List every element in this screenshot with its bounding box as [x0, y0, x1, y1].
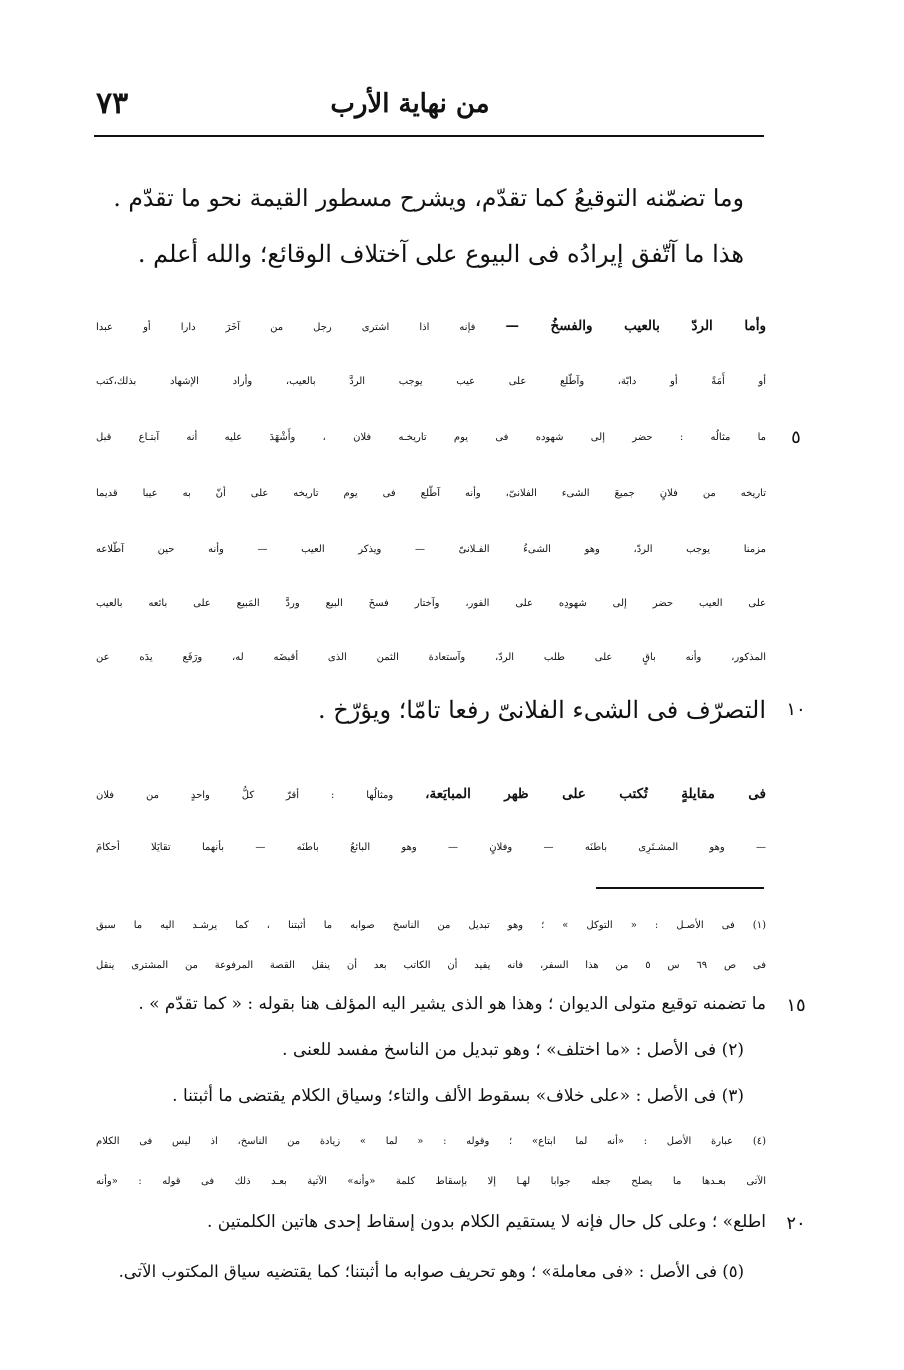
section1-line-1	[96, 306, 766, 348]
footnote-4-line-1: (٤) عبارة الأصل : «أنه لما ابتاع» ؛ وقوله : « لما » زيادة من الناسخ، اذ ليس فى الكلام	[96, 1136, 766, 1147]
footnote-2: (٢) فى الأصل : «ما اختلف» ؛ وهو تبديل من الناسخ مفسد للعنى .	[282, 1040, 744, 1060]
section2-line-1	[96, 774, 766, 816]
margin-line-number-10: ١٠	[786, 699, 806, 720]
footnote-rule	[596, 887, 764, 889]
margin-line-number-5: ٥	[791, 427, 801, 448]
footnote-1-line-3: ما تضمنه توقيع متولى الديوان ؛ وهذا هو الذى يشير اليه المؤلف هنا بقوله : « كما تقدّم » .	[138, 994, 766, 1014]
page-number: ٧٣	[96, 86, 129, 121]
footnote-4-line-2: الآتى بعـدها ما يصلح جعله جوابا لهـا إلا بإسقاط كلمة «وأنه» الآتية بعـد ذلك فى قوله : «وأنه	[96, 1176, 766, 1187]
running-title: من نهاية الأرب	[330, 89, 490, 119]
section1-line-5: مزمنا يوجب الردّ، وهو الشىءُ الفـلانىّ — ويذكر العيب — وأنه حين آطّلاعه	[96, 544, 766, 555]
footnote-3: (٣) فى الأصل : «على خلاف» بسقوط الألف والتاء؛ وسياق الكلام يقتضى ما أثبتنا .	[172, 1086, 744, 1106]
section1-heading: وأما الردّ بالعيب والفسخُ —	[505, 318, 766, 334]
section1-line-1-text: فإنه اذا اشترى رجل من آخَرَ دارا أو عبدا	[96, 322, 476, 333]
section2-line-2: — وهو المشـتَرِى باطنَه — وفلانٍ — وهو البائعُ باطنَه — بأنهما تقايَلا أحكامَ	[96, 842, 766, 853]
margin-line-number-20: ٢٠	[786, 1213, 806, 1234]
section1-line-6: على العيب حضر إلى شهودِه على الفور، وآختار فسخَ البيع وردَّ المَبيع على بائعه بالعيب	[96, 598, 766, 609]
margin-line-number-15: ١٥	[786, 995, 806, 1016]
intro-line-1: وما تضمّنه التوقيعُ كما تقدّم، ويشرح مسطور القيمة نحو ما تقدّم .	[113, 184, 744, 212]
footnote-1-line-2: فى ص ٦٩ س ٥ من هذا السفر، فانه يفيد أن الكاتب بعد أن ينقل القصة المرفوعة من المشترى ينقل	[96, 960, 766, 971]
section2-line-1-text: ومثالُها : أقرّ كلُّ واحدٍ من فلان	[96, 790, 394, 801]
footnote-4-line-3: اطلع» ؛ وعلى كل حال فإنه لا يستقيم الكلام بدون إسقاط إحدى هاتين الكلمتين .	[207, 1212, 766, 1232]
section1-line-2: أو أَمَةً أو دابّة، وآطّلع على عيب يوجب الردَّ بالعيب، وأراد الإشهاد بذلك،كتب	[96, 376, 766, 387]
section1-line-4: تاريخه من فلانٍ جميعَ الشىء الفلانىّ، وأنه آطّلع فى يوم تاريخه على أنّ به عيبا قديما	[96, 488, 766, 499]
intro-line-2: هذا ما آتّفق إيرادُه فى البيوع على آختلاف الوقائع؛ والله أعلم .	[137, 240, 744, 268]
section1-line-3: ما مثالُه : حضر إلى شهوده فى يوم تاريخـه فلان ، وأَشْهَدَ عليه أنه آبتـاع قبل	[96, 432, 766, 443]
footnote-1-line-1: (١) فى الأصـل : « التوكل » ؛ وهو تبديل من الناسخ صوابه ما أثبتنا ، كما يرشـد اليه ما سبق	[96, 920, 766, 931]
section1-line-7: المذكور، وأنه باقٍ على طلب الردّ، وآستعادة الثمن الذى أقبضَه له، ورَفَع يدَه عن	[96, 652, 766, 663]
footnote-5: (٥) فى الأصل : «فى معاملة» ؛ وهو تحريف صوابه ما أثبتنا؛ كما يقتضيه سياق المكتوب الآتى.	[118, 1262, 744, 1281]
header-rule	[94, 135, 764, 137]
section2-heading: فى مقايلةٍ تُكتب على ظهر المبايَعة،	[425, 786, 766, 802]
section1-line-8: التصرّف فى الشىء الفلانىّ رفعا تامّا؛ ويؤرّخ .	[318, 696, 766, 724]
